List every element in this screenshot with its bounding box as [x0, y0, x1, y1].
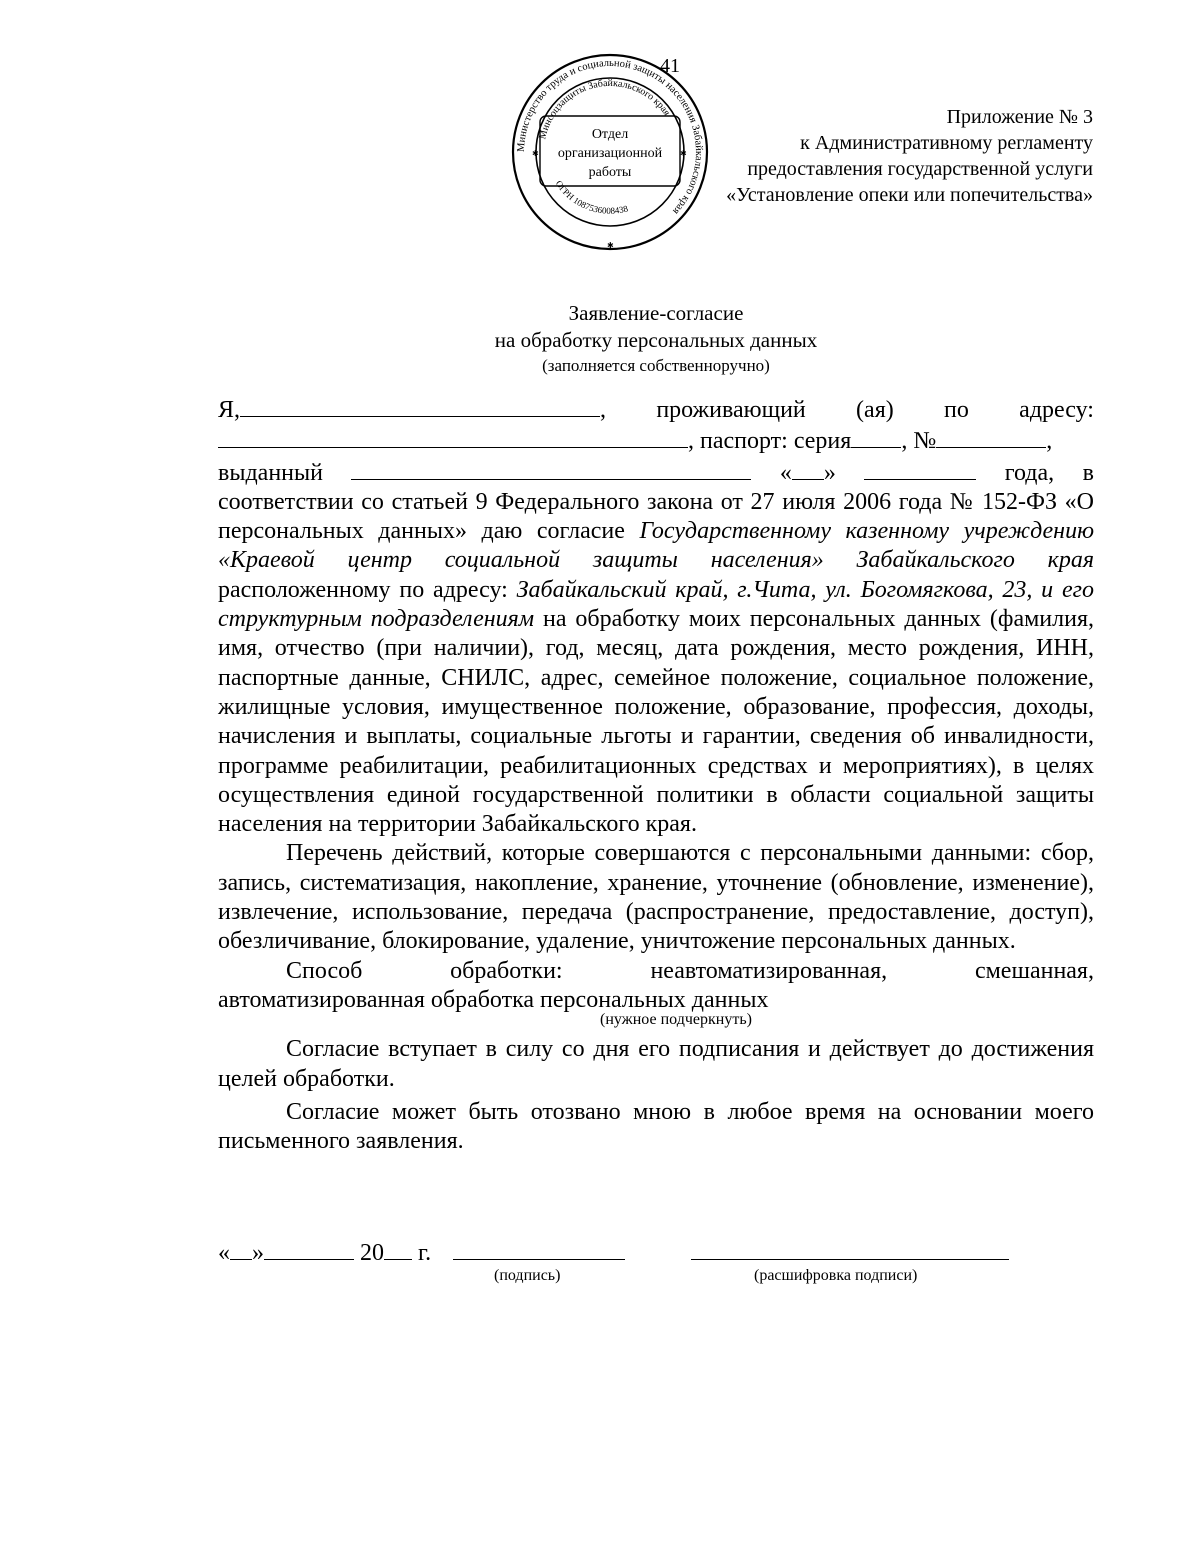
appendix-number: Приложение № 3 [946, 106, 1093, 128]
stamp-center-line-3: работы [588, 165, 632, 180]
actions-paragraph: Перечень действий, которые совершаются с персональными данными: сбор, запись, систематизация, накопление, хранение, уточнение (обновление, изменение), извлечение, использование, передача (распространение, предоставление, доступ), обезличивание, блокирование, удаление, уничтожение персональных данных. [218, 840, 1094, 955]
appendix-regulation: к Административному регламенту [800, 132, 1093, 154]
signature-decode-field[interactable] [691, 1237, 1009, 1260]
issued-by-field[interactable] [351, 457, 751, 480]
recipient-organization: Государственному казенному учреждению «Краевой центр социальной защиты населения» Забайкальского края [218, 518, 1094, 574]
title-line-1: Заявление-согласие [568, 301, 744, 325]
title-line-2: на обработку персональных данных [494, 328, 818, 352]
appendix-service-name: «Установление опеки или попечительства» [726, 184, 1093, 206]
document-body [218, 394, 1094, 1156]
issue-month-field[interactable] [864, 457, 976, 480]
form-line-passport: , паспорт: серия , № , [218, 425, 1094, 456]
passport-number-field[interactable] [936, 425, 1046, 448]
svg-text:✱: ✱ [680, 149, 687, 158]
full-name-field[interactable] [240, 394, 600, 417]
appendix-header [726, 104, 1093, 208]
signature-line: « » 20 г. [218, 1237, 1009, 1267]
issue-day-field[interactable] [792, 457, 824, 480]
sign-year-field[interactable] [384, 1237, 412, 1260]
consent-paragraph: соответствии со статьей 9 Федерального закона от 27 июля 2006 года № 152-ФЗ «О персональных данных» даю согласие Государственному казенному учреждению «Краевой центр социальной защиты населения» Забайкальского края расположенному по адресу: Забайкальский край, г.Чита, ул. Богомягкова, 23, и его структурным подразделениям на обработку моих персональных данных (фамилия, имя, отчество (при наличии), год, месяц, дата рождения, место рождения, ИНН, паспортные данные, СНИЛС, адрес, семейное положение, социальное положение, жилищные условия, имущественное положение, образование, профессия, доходы, начисления и выплаты, социальные льготы и гарантии, сведения об инвалидности, программе реабилитации, реабилитационных средствах и мероприятиях), в целях осуществления единой государственной политики в области социальной защиты населения на территории Забайкальского края. [218, 488, 1095, 838]
signature-decode-caption: (расшифровка подписи) [754, 1267, 918, 1284]
validity-paragraph: Согласие вступает в силу со дня его подписания и действует до достижения целей обработки. [218, 1036, 1094, 1092]
organization-stamp [510, 52, 710, 252]
form-line-name: Я, , проживающий (ая) по адресу: [218, 394, 1094, 425]
document-title [218, 300, 1094, 377]
svg-text:✱: ✱ [607, 241, 614, 250]
appendix-service: предоставления государственной услуги [747, 158, 1093, 180]
sign-month-field[interactable] [264, 1237, 354, 1260]
stamp-outer-text: Министерство труда и социальной защиты населения Забайкальского края [515, 57, 705, 217]
stamp-overprint-number: 41 [660, 55, 680, 77]
stamp-inner-text: Минсоцзащиты Забайкальского края [537, 77, 673, 141]
processing-method-line-2: автоматизированная обработка персональных данных [218, 986, 769, 1013]
underline-note: (нужное подчеркнуть) [600, 1011, 752, 1029]
passport-series-field[interactable] [851, 425, 901, 448]
address-field[interactable] [218, 425, 688, 448]
svg-text:✱: ✱ [532, 149, 539, 158]
signature-field[interactable] [453, 1237, 625, 1260]
stamp-ogrn: ОГРН 1087536008438 [553, 178, 629, 216]
sign-day-field[interactable] [230, 1237, 252, 1260]
title-note: (заполняется собственноручно) [542, 356, 770, 375]
stamp-center-line-2: организационной [557, 146, 663, 161]
processing-method-line-1: Способ обработки: неавтоматизированная, смешанная, [286, 957, 1094, 984]
stamp-center-line-1: Отдел [591, 127, 629, 142]
signature-caption: (подпись) [494, 1267, 561, 1284]
recipient-address: Забайкальский край, г.Чита, ул. Богомягкова, 23, и его структурным подразделениям [218, 576, 1094, 633]
form-line-issued: выданный « » года, в [218, 457, 1094, 488]
revocation-paragraph: Согласие может быть отозвано мною в любое время на основании моего письменного заявления. [218, 1098, 1094, 1155]
